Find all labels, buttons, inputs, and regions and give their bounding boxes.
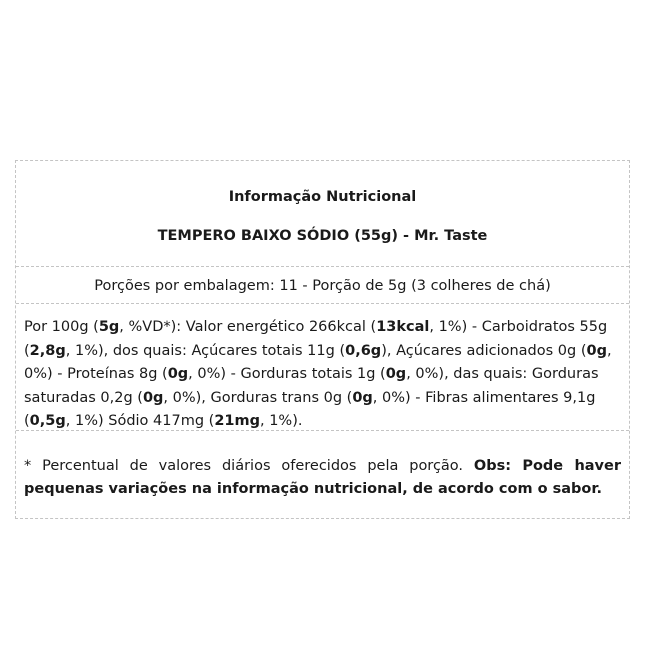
nutrient-text-segment: , %VD*): Valor energético 266kcal ( (119, 319, 377, 335)
nutrient-portion-value: 0g (385, 366, 407, 382)
nutrient-text-segment: , 0%), das quais: Gorduras saturadas 0,2g ( (24, 366, 599, 406)
portions-info: Porções por embalagem: 11 - Porção de 5g (3 colheres de chá) (94, 278, 551, 294)
nutrition-facts-panel (15, 160, 630, 519)
divider (16, 266, 629, 267)
nutrient-text-segment: ), Açúcares adicionados 0g ( (381, 342, 587, 359)
nutrient-portion-value: 13kcal (376, 319, 430, 335)
footnote-block (24, 455, 621, 500)
nutrient-text-segment: , 1%), dos quais: Açúcares totais 11g ( (65, 342, 346, 359)
nutrient-portion-value: 5g (98, 319, 120, 335)
nutrient-text-segment: , 1%) - Carboidratos 55g ( (24, 319, 608, 359)
nutrients-text (24, 316, 621, 434)
nutrient-portion-value: 0,6g (345, 342, 382, 359)
nutrient-portion-value: 0g (167, 366, 189, 382)
obs-text: Obs: Pode haver pequenas variações na informação nutricional, de acordo com o sabor. (24, 458, 621, 497)
nutrient-text-segment: , 0%) - Proteínas 8g ( (24, 342, 612, 382)
nutrient-portion-value: 21mg (214, 413, 260, 429)
nutrient-text-segment: , 0%), Gorduras trans 0g ( (163, 389, 353, 406)
nutrient-text-segment: , 0%) - Gorduras totais 1g ( (188, 366, 386, 382)
nutrient-portion-value: 0g (352, 389, 373, 406)
nutrient-portion-value: 0g (586, 342, 607, 359)
nutrient-portion-value: 0g (142, 389, 164, 406)
nutrition-title: Informação Nutricional (228, 189, 417, 205)
product-name: TEMPERO BAIXO SÓDIO (55g) - Mr. Taste (157, 228, 488, 244)
nutrient-portion-value: 0,5g (29, 413, 66, 429)
nutrient-text-segment: , 1%) Sódio 417mg ( (65, 413, 215, 429)
nutrient-text-segment: , 0%) - Fibras alimentares 9,1g ( (24, 389, 596, 429)
nutrient-text-segment: , 1%). (259, 413, 303, 429)
footnote-text: * Percentual de valores diários oferecidos pela porção. (24, 458, 474, 474)
divider (16, 430, 629, 431)
divider (16, 303, 629, 304)
nutrient-text-segment: Por 100g ( (24, 319, 99, 335)
nutrient-portion-value: 2,8g (29, 342, 66, 359)
